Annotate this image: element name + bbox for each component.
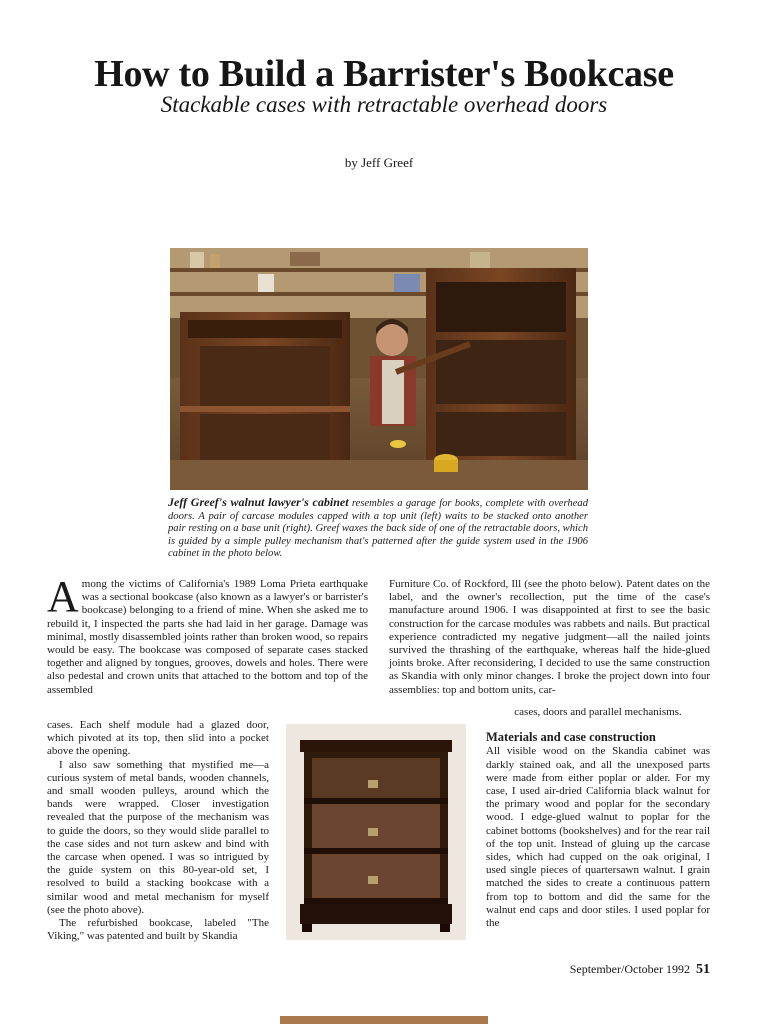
col1-para1-continued: cases. Each shelf module had a glazed door, which pivoted at its top, then slid into a pocket above the opening. [47, 719, 269, 758]
skandia-cabinet-illustration [286, 724, 466, 940]
column-2-narrow [486, 706, 710, 930]
col2-para1: Furniture Co. of Rockford, Ill (see the photo below). Patent dates on the label, and the owner's recollection, put the time of the case's manufacture around 1906. I was disappointed at first to see the basic construction for the carcase modules was rabbets and nails. But practical experience contradicted my negative judgment—all the nailed joints survived the thrashing of the earthquake, whereas half the hide-glued joints broke. After reconsidering, I decided to use the same construction as Skandia with only minor changes. I broke the project down into four assemblies: top and bottom units, car- [389, 578, 710, 696]
column-2-top [389, 578, 710, 697]
article-subtitle: Stackable cases with retractable overhead doors [160, 92, 608, 117]
caption-lead: Jeff Greef's walnut lawyer's cabinet [168, 495, 349, 509]
col1-para3: The refurbished bookcase, labeled "The Viking," was patented and built by Skandia [47, 917, 269, 943]
page-number: 51 [696, 962, 710, 977]
byline: by Jeff Greef [344, 155, 414, 170]
next-page-photo-strip [280, 1016, 488, 1024]
col2-para1-end: cases, doors and parallel mechanisms. [514, 706, 682, 718]
column-1-narrow [47, 719, 269, 943]
caption-text: resembles a garage for books, complete with overhead doors. A pair of carcase modules capped with a top unit (left) waits to be stacked onto another pair resting on a base unit (right). Greef waxes the back side of one of the retractable doors, which is guided by a simple pulley mechanism that's patterned after the guide system used in the 1906 cabinet in the photo below. [168, 498, 588, 560]
drop-cap: A [47, 572, 79, 621]
section-heading: Materials and case construction [486, 730, 656, 745]
workshop-photo-illustration [170, 248, 588, 490]
column-1-top [47, 572, 368, 697]
article-title: How to Build a Barrister's Bookcase [94, 53, 674, 95]
col1-para1: mong the victims of California's 1989 Loma Prieta earthquake was a sectional bookcase (also known as a lawyer's or barrister's bookcase) belonging to a friend of mine. When she asked me to rebuild it, I inspected the parts she had laid in her garage. Damage was minimal, mostly disassembled joints rather than broken wood, so repairs would be easy. The bookcase was composed of separate cases stacked together and aligned by tongues, grooves, dowels and holes. There were also pedestal and crown units that attached to the bottom and top of the assembled [47, 578, 368, 696]
skandia-cabinet-photo [286, 724, 466, 940]
workshop-photo [170, 248, 588, 490]
page-footer [560, 962, 710, 978]
col1-para2: I also saw something that mystified me—a curious system of metal bands, wooden channels, and small wooden pulleys, around which the bands were wrapped. Closer investigation revealed that the purpose of the mechanism was to guide the doors, so they would slide parallel to the case sides and not turn askew and bind with the carcase when opened. I was so intrigued by the guide system on this 80-year-old set, I resolved to build a stacking bookcase with a similar wood and metal mechanism for myself (see the photo above). [47, 758, 269, 916]
col2-para2: All visible wood on the Skandia cabinet was darkly stained oak, and all the unexposed parts were made from either poplar or alder. For my case, I used air-dried California black walnut for the primary wood and poplar for the secondary wood. I edge-glued walnut to poplar for the cabinet bottoms (bookshelves) and for the rear rail of the top unit. Instead of gluing up the carcase sides, which had cupped on the oak original, I used single pieces of quartersawn walnut. I grain matched the sides to create a continuous pattern from top to bottom and did the same for the walnut end caps and door stiles. I used poplar for the [486, 745, 710, 930]
photo-caption [168, 496, 588, 561]
issue-date: September/October 1992 [569, 962, 690, 976]
